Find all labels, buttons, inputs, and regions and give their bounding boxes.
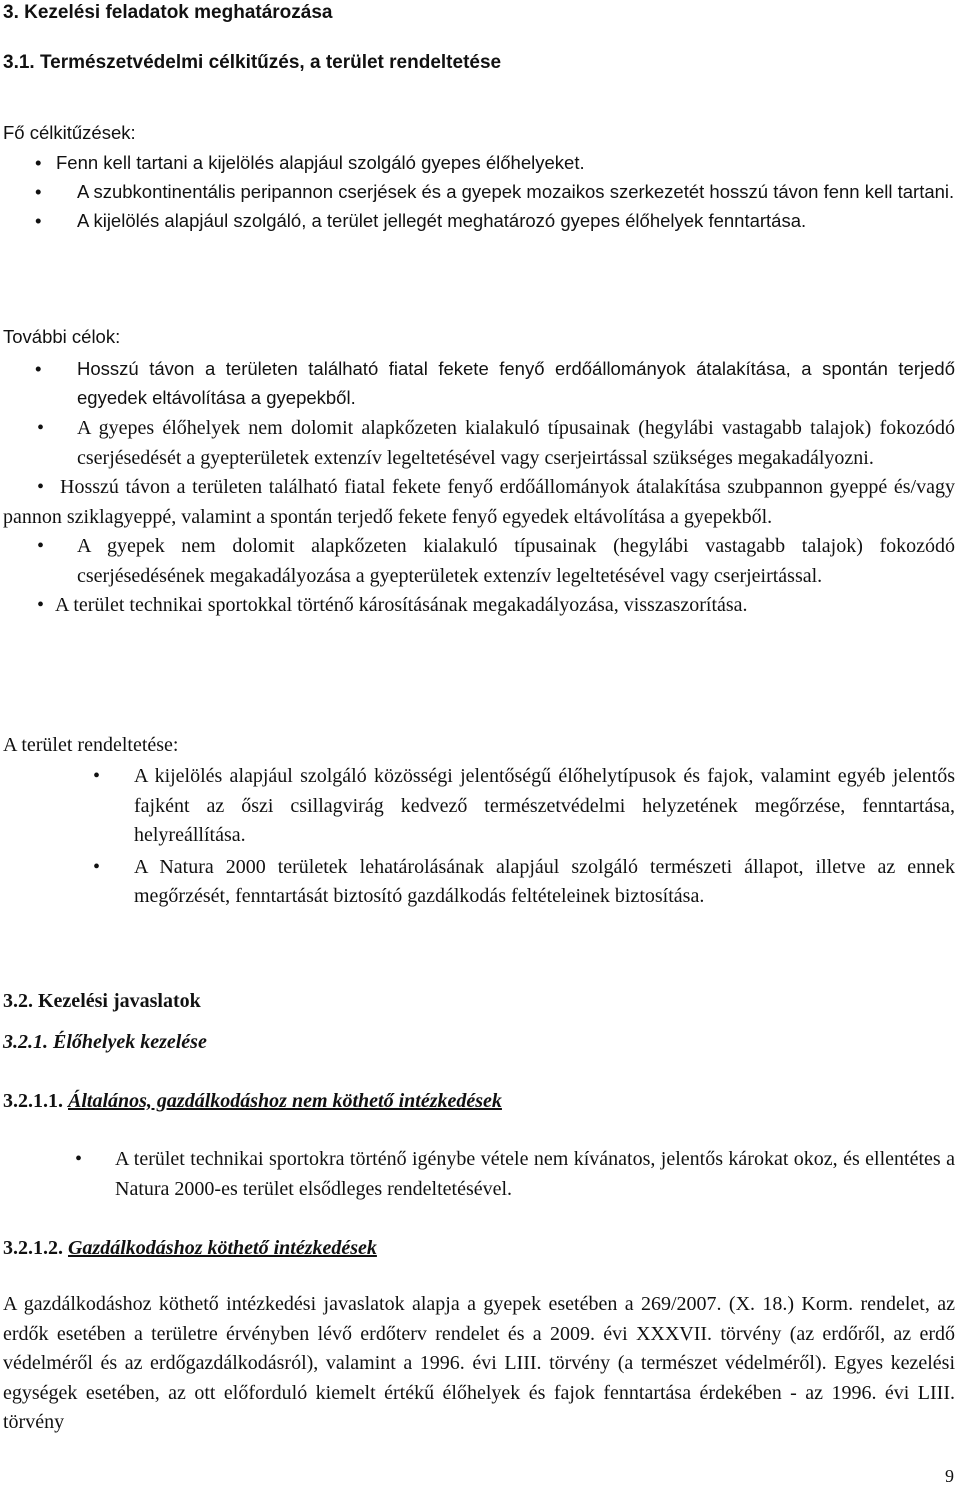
- heading-section-3-2: 3.2. Kezelési javaslatok: [3, 990, 201, 1012]
- main-goals-list: [3, 148, 955, 235]
- heading-section-3-2-1-1: [3, 1086, 955, 1116]
- list-item: [3, 354, 955, 412]
- list-item-text: A kijelölés alapjául szolgáló közösségi jelentőségű élőhelytípusok és fajok, valamint egyéb jelentős fajként az őszi csillagvirág kedvező természetvédelmi helyzetének megőrzése, fenntartása, helyreállítása.: [134, 765, 955, 846]
- list-item-text: A terület technikai sportokra történő igénybe vétele nem kívánatos, jelentős károkat okoz, és ellentétes a Natura 2000-es terület elsődleges rendeltetésével.: [115, 1148, 955, 1200]
- list-item-text: A gyepes élőhelyek nem dolomit alapkőzeten kialakuló típusainak (hegylábi vastagabb talajok) fokozódó cserjésedését a gyepterületek extenzív legeltetésével vagy cserjeirtással szükséges megakadályozni.: [77, 417, 955, 469]
- purpose-label: A terület rendeltetése:: [3, 734, 179, 756]
- purpose-list: [3, 762, 955, 912]
- bullet-icon: •: [37, 417, 45, 439]
- bullet-icon: •: [35, 210, 42, 231]
- heading-text: Általános, gazdálkodáshoz nem köthető intézkedések: [68, 1090, 502, 1112]
- general-measures-section: [3, 1145, 955, 1204]
- list-item: [3, 414, 955, 473]
- list-item: [3, 148, 955, 177]
- list-item: [3, 1145, 955, 1204]
- list-item: [3, 853, 955, 912]
- other-goals-label: További célok:: [3, 326, 121, 347]
- bullet-icon: •: [35, 181, 42, 202]
- other-goals-sans-list: [3, 354, 955, 412]
- bullet-icon: •: [35, 358, 42, 379]
- bullet-icon: •: [37, 535, 45, 557]
- list-item: [3, 473, 955, 532]
- heading-section-3-2-1: 3.2.1. Élőhelyek kezelése: [3, 1031, 207, 1053]
- main-goals-label: Fő célkitűzések:: [3, 122, 136, 143]
- other-goals-section: [3, 324, 955, 621]
- bullet-icon: •: [93, 765, 101, 787]
- list-item-text: A gyepek nem dolomit alapkőzeten kialakuló típusainak (hegylábi vastagabb talajok) fokozódó cserjésedésének megakadályozása a gyepterületek extenzív legeltetésével vagy cserjeirtással.: [77, 535, 955, 587]
- bullet-icon: •: [35, 152, 42, 173]
- heading-section-3: 3. Kezelési feladatok meghatározása: [3, 2, 333, 23]
- heading-number: 3.2.1.1.: [3, 1090, 63, 1112]
- list-item-text: Hosszú távon a területen található fiatal fekete fenyő erdőállományok átalakítása, a spontán terjedő egyedek eltávolítása a gyepekből.: [77, 358, 955, 408]
- list-item: [3, 591, 955, 621]
- bullet-icon: •: [37, 476, 45, 498]
- management-measures-section: [3, 1290, 955, 1438]
- list-item: [3, 206, 955, 235]
- heading-number: 3.2.1.2.: [3, 1237, 63, 1259]
- heading-section-3-1: 3.1. Természetvédelmi célkitűzés, a terület rendeltetése: [3, 52, 502, 73]
- body-paragraph: A gazdálkodáshoz köthető intézkedési javaslatok alapja a gyepek esetében a 269/2007. (X. 18.) Korm. rendelet, az erdők esetében a területre érvényben lévő erdőterv rendelet és a 2009. évi XXXVII. törvény (az erdőről, az erdő védelméről és az erdőgazdálkodásról), valamint a 1996. évi LIII. törvény (a természet védelméről). Egyes kezelési egységek esetében, az ott előforduló kiemelt értékű élőhelyek és fajok fenntartása érdekében - az 1996. évi LIII. törvény: [3, 1293, 955, 1433]
- heading-text: Gazdálkodáshoz köthető intézkedések: [68, 1237, 377, 1259]
- bullet-icon: •: [75, 1148, 83, 1170]
- main-goals-section: [3, 120, 955, 235]
- general-measures-list: [3, 1145, 955, 1204]
- bullet-icon: •: [37, 594, 45, 616]
- other-goals-serif-list: [3, 414, 955, 621]
- bullet-icon: •: [93, 855, 101, 878]
- list-item: [3, 177, 955, 206]
- list-item-text: A kijelölés alapjául szolgáló, a terület jellegét meghatározó gyepes élőhelyek fenntartása.: [77, 210, 807, 231]
- purpose-section: [3, 730, 955, 912]
- list-item-text: A terület technikai sportokkal történő károsításának megakadályozása, visszaszorítása.: [55, 594, 748, 616]
- list-item-text: A Natura 2000 területek lehatárolásának alapjául szolgáló természeti állapot, illetve az ennek megőrzését, fenntartását biztosító gazdálkodás feltételeinek biztosítása.: [134, 855, 955, 907]
- list-item-text: A szubkontinentális peripannon cserjések és a gyepek mozaikos szerkezetét hosszú távon fenn kell tartani.: [77, 181, 955, 202]
- heading-section-3-2-1-2: [3, 1233, 955, 1263]
- list-item-text: Hosszú távon a területen található fiatal fekete fenyő erdőállományok átalakítása szubpannon gyeppé és/vagy pannon sziklagyeppé, valamint a spontán terjedő fekete fenyő egyedek eltávolítása a gyepekből.: [3, 476, 955, 528]
- list-item: [3, 532, 955, 591]
- page-number: 9: [945, 1466, 954, 1486]
- list-item: [3, 762, 955, 851]
- list-item-text: Fenn kell tartani a kijelölés alapjául szolgáló gyepes élőhelyeket.: [56, 152, 585, 173]
